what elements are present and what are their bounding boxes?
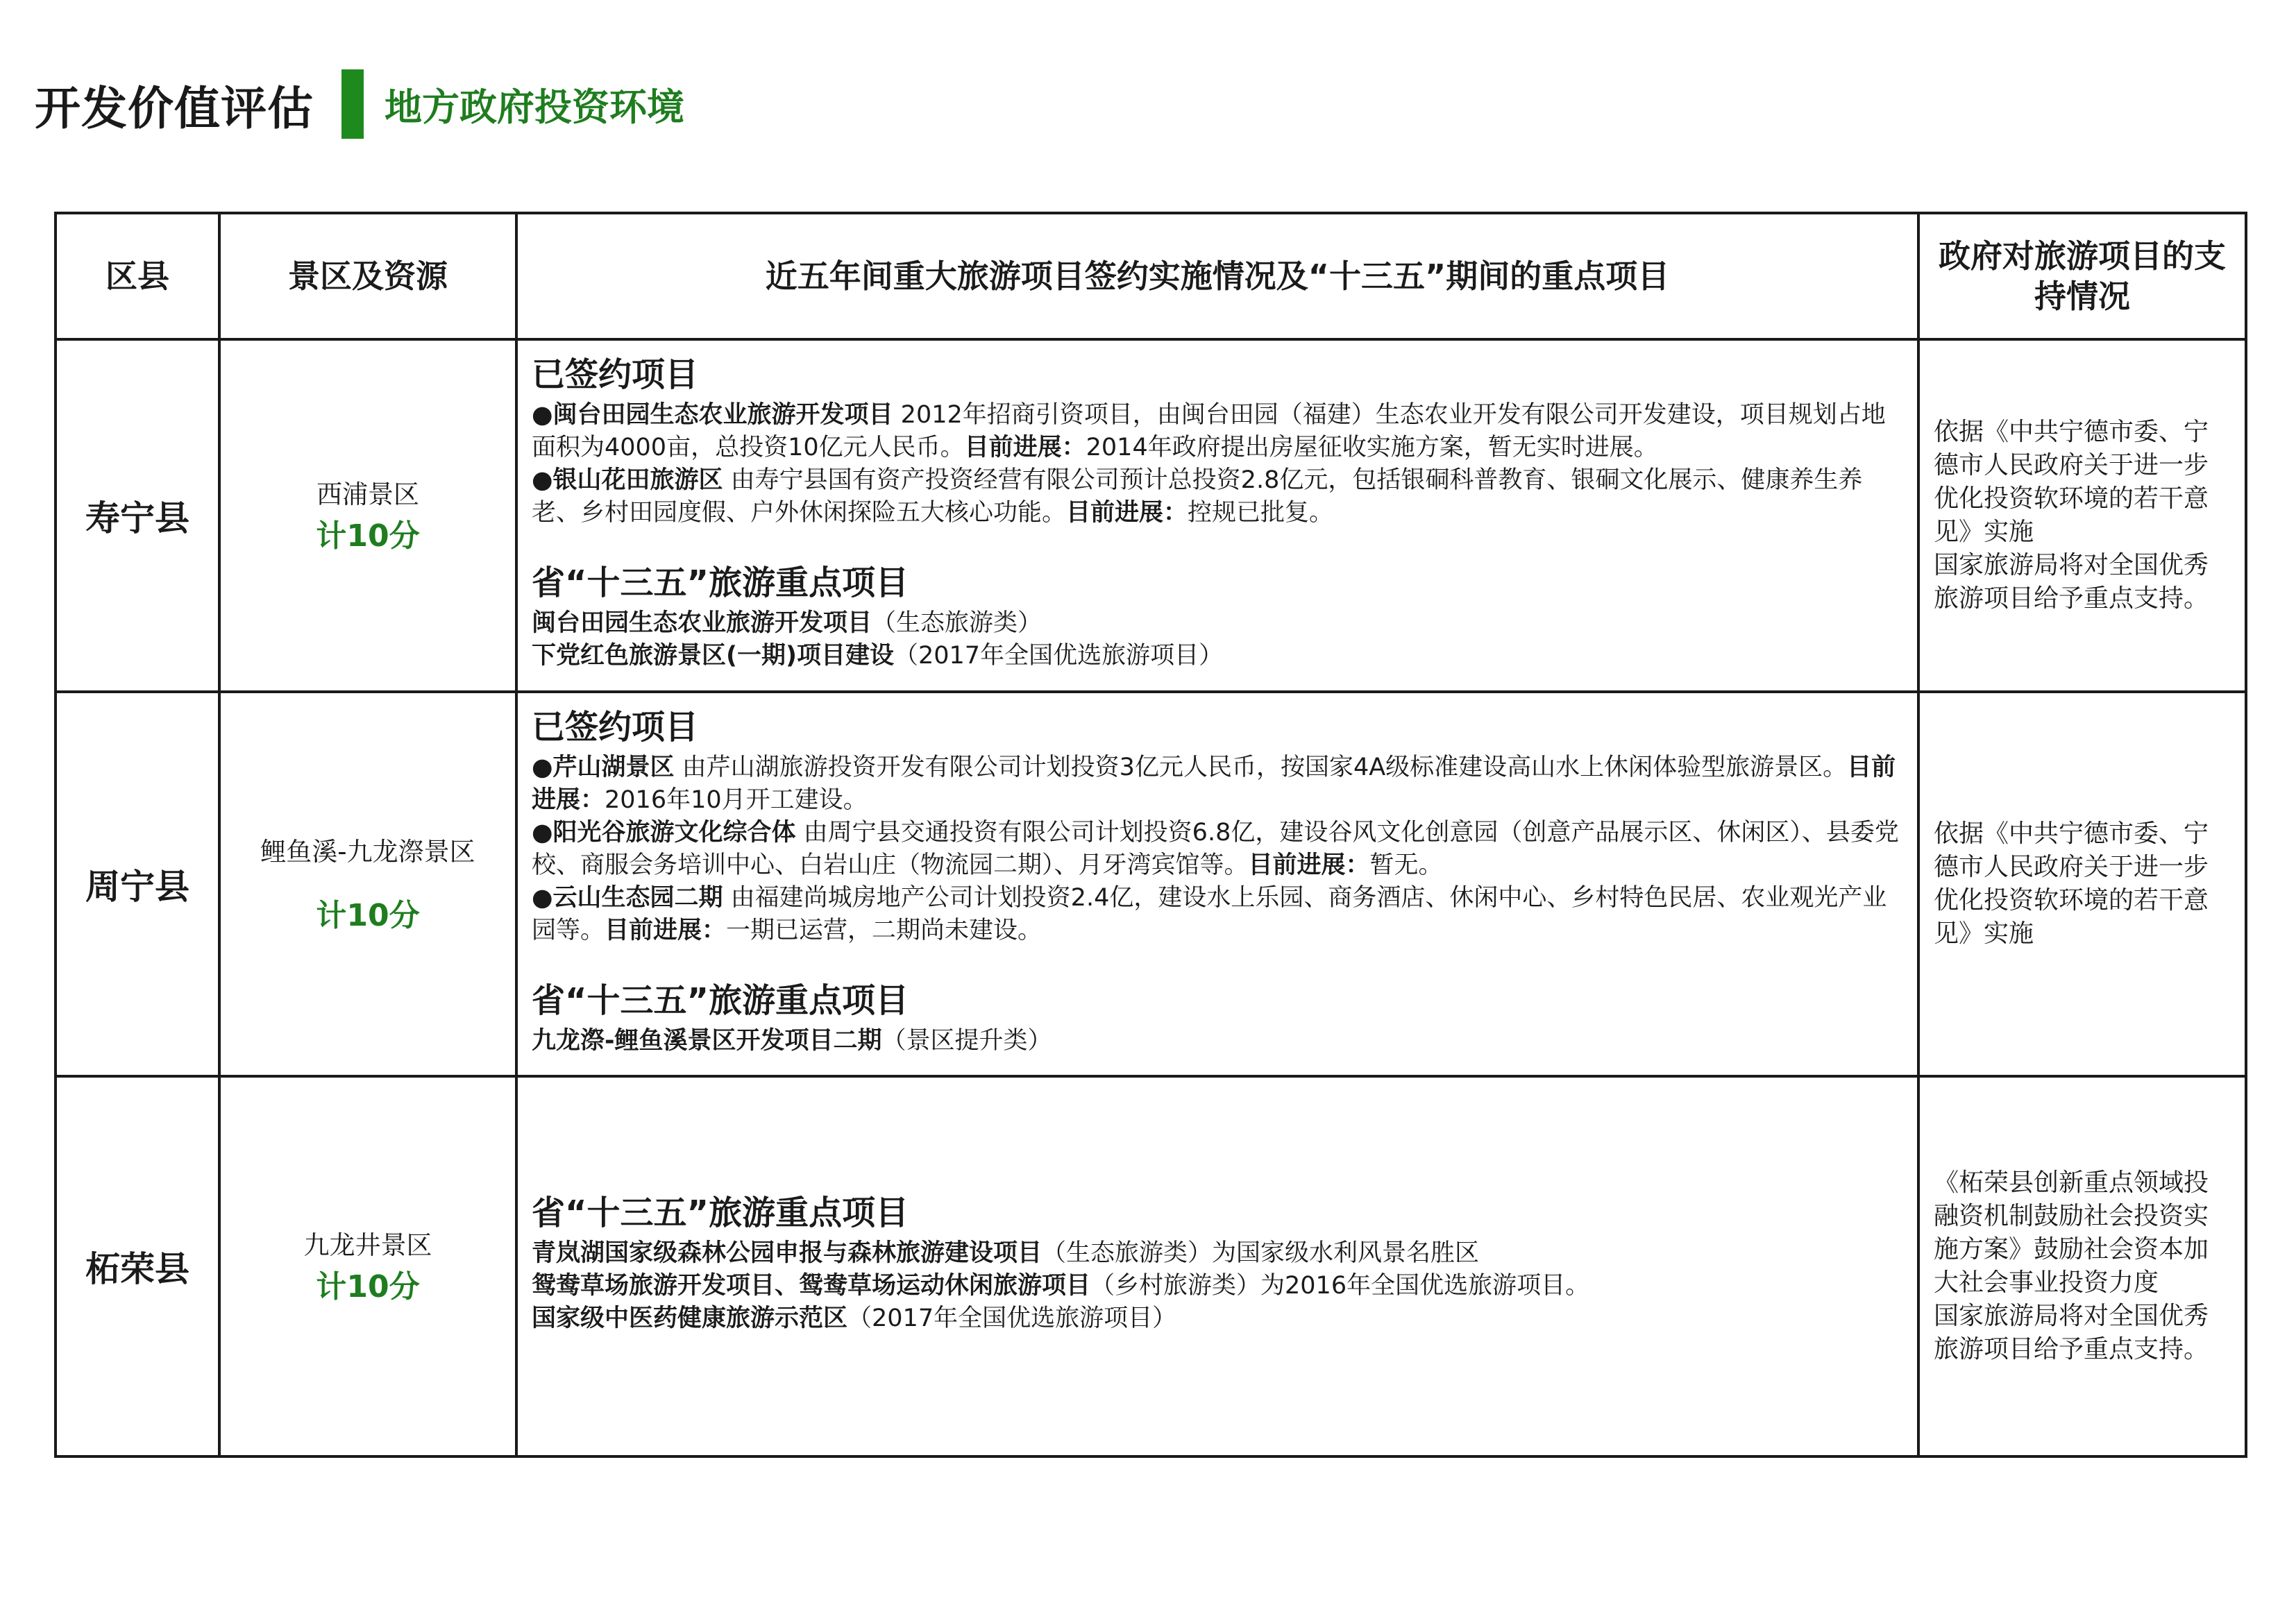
key-project: 九龙漈-鲤鱼溪景区开发项目二期（景区提升类） (532, 1027, 1052, 1055)
projects-cell (516, 1076, 1918, 1456)
signed-project: ●银山花田旅游区 由寿宁县国有资产投资经营有限公司预计总投资2.8亿元，包括银硐科普教育、银硐文化展示、健康养生养老、乡村田园度假、户外休闲探险五大核心功能。目前进展：控规已批复。 (532, 466, 1863, 527)
county-cell: 寿宁县 (56, 339, 219, 692)
signed-projects-title: 已签约项目 (532, 355, 699, 394)
page-title: 开发价值评估 (35, 81, 314, 135)
table-row (56, 339, 2246, 692)
page-subtitle: 地方政府投资环境 (385, 85, 684, 129)
support-cell: 依据《中共宁德市委、宁德市人民政府关于进一步优化投资软环境的若干意见》实施 (1918, 692, 2246, 1076)
signed-project: ●闽台田园生态农业旅游开发项目 2012年招商引资项目，由闽台田园（福建）生态农业开发有限公司开发建设，项目规划占地面积为4000亩，总投资10亿元人民币。目前进展：2014年政府提出房屋征收实施方案，暂无实时进展。 (532, 401, 1886, 461)
scenic-score: 计10分 (316, 518, 420, 554)
signed-project: ●阳光谷旅游文化综合体 由周宁县交通投资有限公司计划投资6.8亿，建设谷风文化创意园（创意产品展示区、休闲区）、县委党校、商服会务培训中心、白岩山庄（物流园二期）、月牙湾宾馆等。目前进展：暂无。 (532, 819, 1899, 879)
key-project: 国家级中医药健康旅游示范区（2017年全国优选旅游项目） (532, 1304, 1177, 1332)
col-header-county: 区县 (56, 213, 219, 339)
table-row (56, 692, 2246, 1076)
col-header-support: 政府对旅游项目的支持情况 (1918, 213, 2246, 339)
scenic-cell (219, 339, 516, 692)
title-divider-bar (341, 69, 364, 139)
signed-project: ●芹山湖景区 由芹山湖旅游投资开发有限公司计划投资3亿元人民币，按国家4A级标准建设高山水上休闲体验型旅游景区。目前进展：2016年10月开工建设。 (532, 754, 1896, 814)
support-cell: 《柘荣县创新重点领域投融资机制鼓励社会投资实施方案》鼓励社会资本加大社会事业投资力度 国家旅游局将对全国优秀旅游项目给予重点支持。 (1918, 1076, 2246, 1456)
signed-projects-title: 已签约项目 (532, 708, 699, 747)
signed-project: ●云山生态园二期 由福建尚城房地产公司计划投资2.4亿，建设水上乐园、商务酒店、休闲中心、乡村特色民居、农业观光产业园等。目前进展：一期已运营，二期尚未建设。 (532, 884, 1887, 944)
scenic-score: 计10分 (316, 1269, 420, 1305)
scenic-cell (219, 692, 516, 1076)
col-header-projects: 近五年间重大旅游项目签约实施情况及“十三五”期间的重点项目 (516, 213, 1918, 339)
key-project: 闽台田园生态农业旅游开发项目（生态旅游类） (532, 609, 1043, 637)
scenic-score: 计10分 (316, 898, 420, 933)
investment-table (54, 212, 2247, 1458)
key-projects-title: 省“十三五”旅游重点项目 (532, 563, 909, 602)
scenic-name: 鲤鱼溪-九龙漈景区 (260, 837, 475, 867)
key-project: 下党红色旅游景区(一期)项目建设（2017年全国优选旅游项目） (532, 642, 1224, 670)
projects-cell (516, 692, 1918, 1076)
projects-cell (516, 339, 1918, 692)
support-cell: 依据《中共宁德市委、宁德市人民政府关于进一步优化投资软环境的若干意见》实施 国家旅游局将对全国优秀旅游项目给予重点支持。 (1918, 339, 2246, 692)
table-row (56, 1076, 2246, 1456)
table-header-row (56, 213, 2246, 339)
scenic-cell (219, 1076, 516, 1456)
county-cell: 周宁县 (56, 692, 219, 1076)
county-cell: 柘荣县 (56, 1076, 219, 1456)
page-header (35, 69, 684, 139)
key-projects-title: 省“十三五”旅游重点项目 (532, 981, 909, 1020)
col-header-scenic: 景区及资源 (219, 213, 516, 339)
scenic-name: 九龙井景区 (303, 1230, 432, 1260)
key-project: 鸳鸯草场旅游开发项目、鸳鸯草场运动休闲旅游项目（乡村旅游类）为2016年全国优选旅游项目。 (532, 1271, 1590, 1300)
scenic-name: 西浦景区 (316, 479, 419, 509)
key-project: 青岚湖国家级森林公园申报与森林旅游建设项目（生态旅游类）为国家级水利风景名胜区 (532, 1239, 1480, 1267)
key-projects-title: 省“十三五”旅游重点项目 (532, 1193, 909, 1232)
